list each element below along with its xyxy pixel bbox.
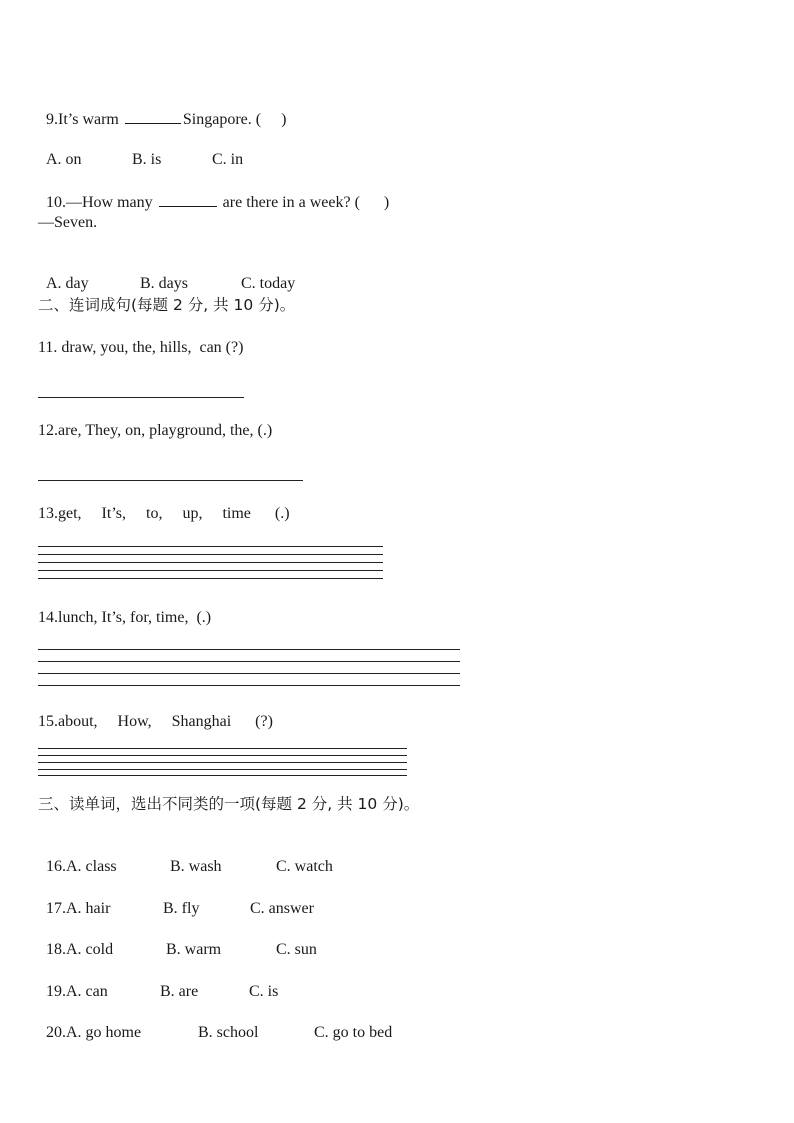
option-a[interactable]: A. day bbox=[46, 275, 89, 292]
question-15: 15.about, How, Shanghai (?) bbox=[38, 713, 273, 730]
question-10 bbox=[38, 171, 389, 213]
question-13: 13.get, It’s, to, up, time (.) bbox=[38, 505, 290, 522]
writing-line[interactable] bbox=[38, 578, 383, 579]
option-b[interactable]: B. school bbox=[198, 1024, 259, 1041]
question-10-answer: —Seven. bbox=[38, 214, 98, 231]
writing-line[interactable] bbox=[38, 570, 383, 571]
question-17 bbox=[38, 879, 314, 919]
writing-line[interactable] bbox=[38, 769, 407, 770]
section-2-heading: 二、连词成句(每题 2 分, 共 10 分)。 bbox=[38, 296, 296, 314]
writing-line[interactable] bbox=[38, 649, 460, 650]
question-9 bbox=[38, 88, 286, 130]
option-b[interactable]: B. wash bbox=[170, 858, 222, 875]
writing-line[interactable] bbox=[38, 546, 383, 547]
question-20 bbox=[38, 1003, 392, 1043]
question-number: 17. bbox=[46, 900, 66, 917]
writing-line[interactable] bbox=[38, 762, 407, 763]
question-18 bbox=[38, 920, 317, 960]
writing-line[interactable] bbox=[38, 673, 460, 674]
question-11: 11. draw, you, the, hills, can (?) bbox=[38, 339, 244, 356]
option-c[interactable]: C. is bbox=[249, 983, 279, 1000]
writing-line[interactable] bbox=[38, 755, 407, 756]
option-c[interactable]: C. watch bbox=[276, 858, 333, 875]
question-10-options bbox=[38, 254, 295, 294]
question-16 bbox=[38, 837, 333, 877]
writing-line[interactable] bbox=[38, 748, 407, 749]
option-b[interactable]: B. days bbox=[140, 275, 188, 292]
option-c[interactable]: C. go to bed bbox=[314, 1024, 393, 1041]
writing-line[interactable] bbox=[38, 562, 383, 563]
option-a[interactable]: A. class bbox=[66, 858, 117, 875]
question-10-prefix: 10.—How many bbox=[46, 194, 157, 211]
option-b[interactable]: B. fly bbox=[163, 900, 200, 917]
answer-line[interactable] bbox=[38, 480, 303, 481]
option-a[interactable]: A. hair bbox=[66, 900, 111, 917]
question-number: 19. bbox=[46, 983, 66, 1000]
writing-line[interactable] bbox=[38, 775, 407, 776]
question-14: 14.lunch, It’s, for, time, (.) bbox=[38, 609, 212, 626]
option-a[interactable]: A. can bbox=[66, 983, 108, 1000]
question-10-suffix: are there in a week? ( ) bbox=[218, 194, 390, 211]
writing-line[interactable] bbox=[38, 685, 460, 686]
option-a[interactable]: A. on bbox=[46, 151, 82, 168]
writing-line[interactable] bbox=[38, 661, 460, 662]
answer-blank[interactable] bbox=[125, 108, 181, 124]
question-number: 16. bbox=[46, 858, 66, 875]
option-b[interactable]: B. is bbox=[132, 151, 162, 168]
option-b[interactable]: B. warm bbox=[166, 941, 222, 958]
question-number: 18. bbox=[46, 941, 66, 958]
option-c[interactable]: C. answer bbox=[250, 900, 314, 917]
option-c[interactable]: C. today bbox=[241, 275, 296, 292]
question-12: 12.are, They, on, playground, the, (.) bbox=[38, 422, 273, 439]
section-3-heading: 三、读单词，选出不同类的一项(每题 2 分, 共 10 分)。 bbox=[38, 795, 420, 813]
question-9-prefix: 9.It’s warm bbox=[46, 111, 123, 128]
question-number: 20. bbox=[46, 1024, 66, 1041]
option-c[interactable]: C. in bbox=[212, 151, 244, 168]
answer-blank[interactable] bbox=[159, 191, 217, 207]
question-9-options bbox=[38, 130, 243, 170]
option-c[interactable]: C. sun bbox=[276, 941, 317, 958]
writing-line[interactable] bbox=[38, 554, 383, 555]
answer-line[interactable] bbox=[38, 397, 244, 398]
option-a[interactable]: A. cold bbox=[66, 941, 114, 958]
question-9-suffix: Singapore. ( ) bbox=[182, 111, 287, 128]
option-a[interactable]: A. go home bbox=[66, 1024, 142, 1041]
option-b[interactable]: B. are bbox=[160, 983, 199, 1000]
question-19 bbox=[38, 962, 278, 1002]
